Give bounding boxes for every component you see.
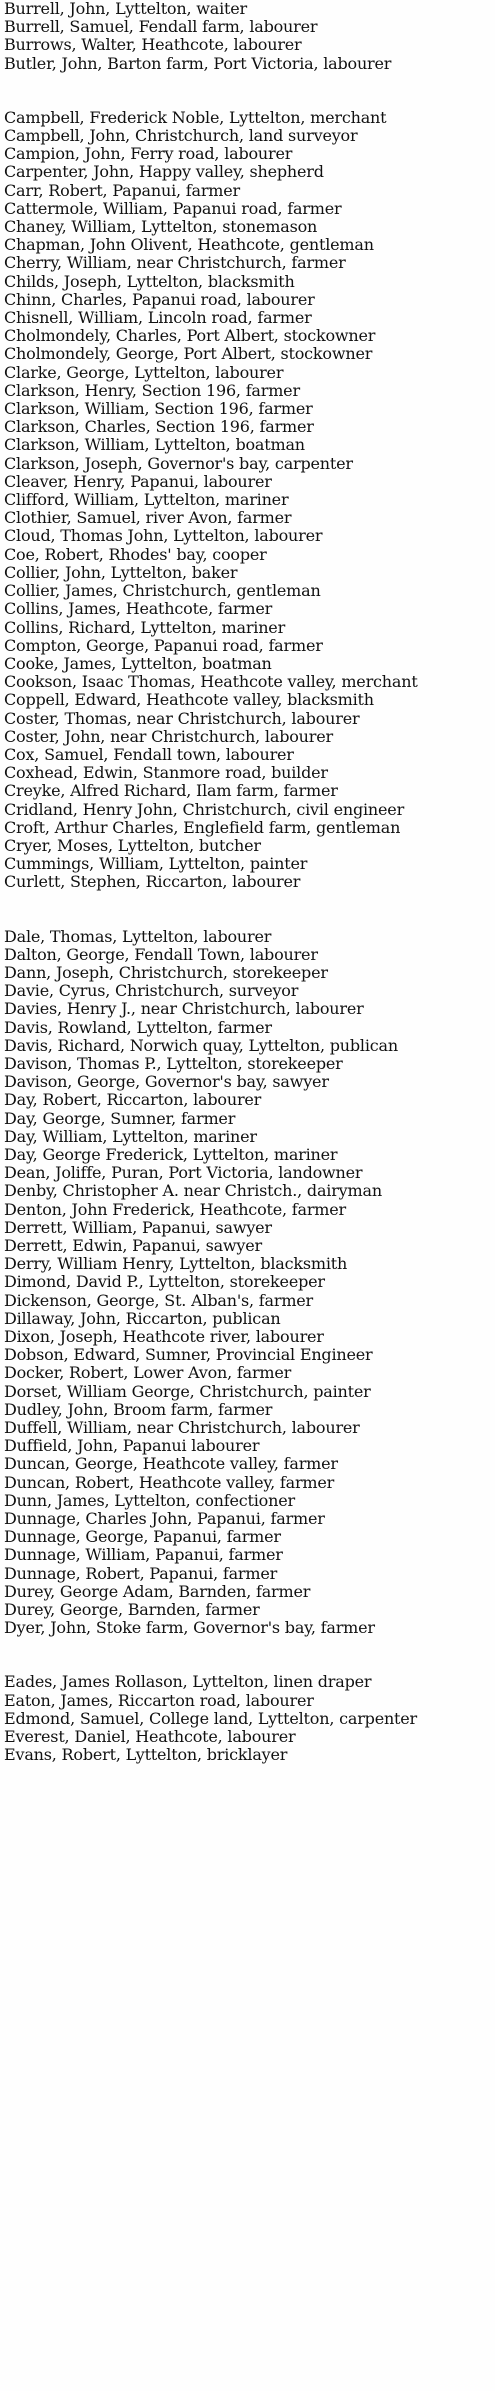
directory-entry: Carr, Robert, Papanui, farmer <box>4 180 240 200</box>
directory-entry: Davis, Rowland, Lyttelton, farmer <box>4 1017 272 1037</box>
directory-entry: Cryer, Moses, Lyttelton, butcher <box>4 835 261 855</box>
directory-entry: Duffield, John, Papanui labourer <box>4 1436 260 1456</box>
directory-entry: Cholmondely, George, Port Albert, stockowner <box>4 344 373 364</box>
directory-entry: Davis, Richard, Norwich quay, Lyttelton, publican <box>4 1035 398 1055</box>
directory-entry: Collier, John, Lyttelton, baker <box>4 562 238 582</box>
directory-entry: Chisnell, William, Lincoln road, farmer <box>4 308 312 328</box>
directory-entry: Dyer, John, Stoke farm, Governor's bay, farmer <box>4 1618 375 1638</box>
directory-list <box>4 0 490 1764</box>
directory-entry: Everest, Daniel, Heathcote, labourer <box>4 1727 296 1747</box>
directory-entry: Collier, James, Christchurch, gentleman <box>4 581 321 601</box>
directory-entry: Durey, George, Barnden, farmer <box>4 1600 260 1620</box>
directory-entry: Cloud, Thomas John, Lyttelton, labourer <box>4 526 323 546</box>
directory-entry: Durey, George Adam, Barnden, farmer <box>4 1581 311 1601</box>
letter-section <box>4 1673 490 1764</box>
directory-entry: Duffell, William, near Christchurch, labourer <box>4 1418 360 1438</box>
directory-entry: Dobson, Edward, Sumner, Provincial Engineer <box>4 1345 373 1365</box>
directory-entry: Burrows, Walter, Heathcote, labourer <box>4 35 302 55</box>
directory-entry: Campion, John, Ferry road, labourer <box>4 144 293 164</box>
directory-entry: Cherry, William, near Christchurch, farmer <box>4 253 346 273</box>
directory-entry: Eaton, James, Riccarton road, labourer <box>4 1690 314 1710</box>
directory-entry: Davison, Thomas P., Lyttelton, storekeeper <box>4 1053 343 1073</box>
directory-entry: Davison, George, Governor's bay, sawyer <box>4 1072 329 1092</box>
letter-section <box>4 0 490 73</box>
directory-entry: Campbell, John, Christchurch, land surveyor <box>4 126 358 146</box>
directory-entry: Cleaver, Henry, Papanui, labourer <box>4 471 272 491</box>
directory-entry: Carpenter, John, Happy valley, shepherd <box>4 162 324 182</box>
directory-entry: Compton, George, Papanui road, farmer <box>4 635 323 655</box>
directory-entry: Clarkson, Charles, Section 196, farmer <box>4 417 314 437</box>
directory-entry: Dudley, John, Broom farm, farmer <box>4 1399 273 1419</box>
directory-entry: Coxhead, Edwin, Stanmore road, builder <box>4 763 328 783</box>
directory-entry: Clarkson, William, Lyttelton, boatman <box>4 435 305 455</box>
directory-entry: Davie, Cyrus, Christchurch, surveyor <box>4 981 299 1001</box>
directory-entry: Clarkson, Joseph, Governor's bay, carpenter <box>4 453 353 473</box>
directory-entry: Dalton, George, Fendall Town, labourer <box>4 944 318 964</box>
directory-entry: Dale, Thomas, Lyttelton, labourer <box>4 926 272 946</box>
directory-entry: Collins, Richard, Lyttelton, mariner <box>4 617 286 637</box>
directory-entry: Coster, John, near Christchurch, labourer <box>4 726 333 746</box>
directory-entry: Dixon, Joseph, Heathcote river, labourer <box>4 1327 324 1347</box>
directory-entry: Cummings, William, Lyttelton, painter <box>4 854 308 874</box>
directory-entry: Cridland, Henry John, Christchurch, civil engineer <box>4 799 405 819</box>
directory-entry: Collins, James, Heathcote, farmer <box>4 599 273 619</box>
directory-entry: Edmond, Samuel, College land, Lyttelton, carpenter <box>4 1708 418 1728</box>
directory-entry: Clifford, William, Lyttelton, mariner <box>4 490 289 510</box>
directory-entry: Duncan, Robert, Heathcote valley, farmer <box>4 1472 335 1492</box>
directory-entry: Dimond, David P., Lyttelton, storekeeper <box>4 1272 325 1292</box>
directory-entry: Day, William, Lyttelton, mariner <box>4 1126 257 1146</box>
letter-section-gap <box>4 892 490 928</box>
directory-entry: Creyke, Alfred Richard, Ilam farm, farmer <box>4 781 338 801</box>
directory-entry: Cox, Samuel, Fendall town, labourer <box>4 744 294 764</box>
directory-entry: Denton, John Frederick, Heathcote, farmer <box>4 1199 346 1219</box>
directory-entry: Duncan, George, Heathcote valley, farmer <box>4 1454 338 1474</box>
directory-entry: Clothier, Samuel, river Avon, farmer <box>4 508 292 528</box>
directory-entry: Derrett, Edwin, Papanui, sawyer <box>4 1236 262 1255</box>
directory-entry: Curlett, Stephen, Riccarton, labourer <box>4 872 301 892</box>
letter-section <box>4 109 490 892</box>
letter-section <box>4 928 490 1638</box>
directory-entry: Burrell, John, Lyttelton, waiter <box>4 0 247 18</box>
directory-entry: Dillaway, John, Riccarton, publican <box>4 1308 281 1328</box>
directory-entry: Chinn, Charles, Papanui road, labourer <box>4 289 315 309</box>
directory-entry: Davies, Henry J., near Christchurch, labourer <box>4 999 364 1019</box>
directory-entry: Croft, Arthur Charles, Englefield farm, gentleman <box>4 817 401 837</box>
directory-entry: Dunn, James, Lyttelton, confectioner <box>4 1490 295 1510</box>
directory-entry: Eades, James Rollason, Lyttelton, linen draper <box>4 1672 372 1692</box>
directory-entry: Cooke, James, Lyttelton, boatman <box>4 653 272 673</box>
directory-entry: Dunnage, Charles John, Papanui, farmer <box>4 1509 325 1529</box>
directory-entry: Clarke, George, Lyttelton, labourer <box>4 362 284 382</box>
directory-entry: Clarkson, Henry, Section 196, farmer <box>4 380 300 400</box>
directory-entry: Coe, Robert, Rhodes' bay, cooper <box>4 544 267 564</box>
directory-entry: Derry, William Henry, Lyttelton, blacksmith <box>4 1254 348 1274</box>
directory-entry: Coppell, Edward, Heathcote valley, blacksmith <box>4 690 374 710</box>
directory-entry: Chapman, John Olivent, Heathcote, gentleman <box>4 235 374 255</box>
directory-entry: Childs, Joseph, Lyttelton, blacksmith <box>4 271 295 291</box>
directory-entry: Dickenson, George, St. Alban's, farmer <box>4 1290 314 1310</box>
directory-entry: Clarkson, William, Section 196, farmer <box>4 399 313 419</box>
directory-entry: Dunnage, Robert, Papanui, farmer <box>4 1563 278 1583</box>
directory-entry: Cattermole, William, Papanui road, farmer <box>4 198 342 218</box>
directory-entry: Dann, Joseph, Christchurch, storekeeper <box>4 962 328 982</box>
directory-entry: Day, Robert, Riccarton, labourer <box>4 1090 262 1110</box>
directory-entry: Campbell, Frederick Noble, Lyttelton, merchant <box>4 107 387 127</box>
directory-entry: Derrett, William, Papanui, sawyer <box>4 1217 272 1237</box>
directory-entry: Burrell, Samuel, Fendall farm, labourer <box>4 17 318 37</box>
directory-entry: Day, George Frederick, Lyttelton, mariner <box>4 1144 338 1164</box>
directory-entry: Dunnage, George, Papanui, farmer <box>4 1527 281 1547</box>
directory-entry: Cookson, Isaac Thomas, Heathcote valley, merchant <box>4 672 418 692</box>
directory-entry: Dean, Joliffe, Puran, Port Victoria, landowner <box>4 1163 363 1183</box>
directory-entry: Coster, Thomas, near Christchurch, labourer <box>4 708 360 728</box>
letter-section-gap <box>4 73 490 109</box>
directory-entry: Day, George, Sumner, farmer <box>4 1108 236 1128</box>
directory-entry: Docker, Robert, Lower Avon, farmer <box>4 1363 292 1383</box>
directory-entry: Chaney, William, Lyttelton, stonemason <box>4 217 318 237</box>
directory-entry: Evans, Robert, Lyttelton, bricklayer <box>4 1745 288 1765</box>
directory-entry: Dunnage, William, Papanui, farmer <box>4 1545 283 1565</box>
directory-entry: Butler, John, Barton farm, Port Victoria, labourer <box>4 53 392 73</box>
directory-entry: Denby, Christopher A. near Christch., dairyman <box>4 1181 382 1201</box>
letter-section-gap <box>4 1637 490 1673</box>
directory-entry: Dorset, William George, Christchurch, painter <box>4 1381 371 1401</box>
directory-entry: Cholmondely, Charles, Port Albert, stockowner <box>4 326 376 346</box>
